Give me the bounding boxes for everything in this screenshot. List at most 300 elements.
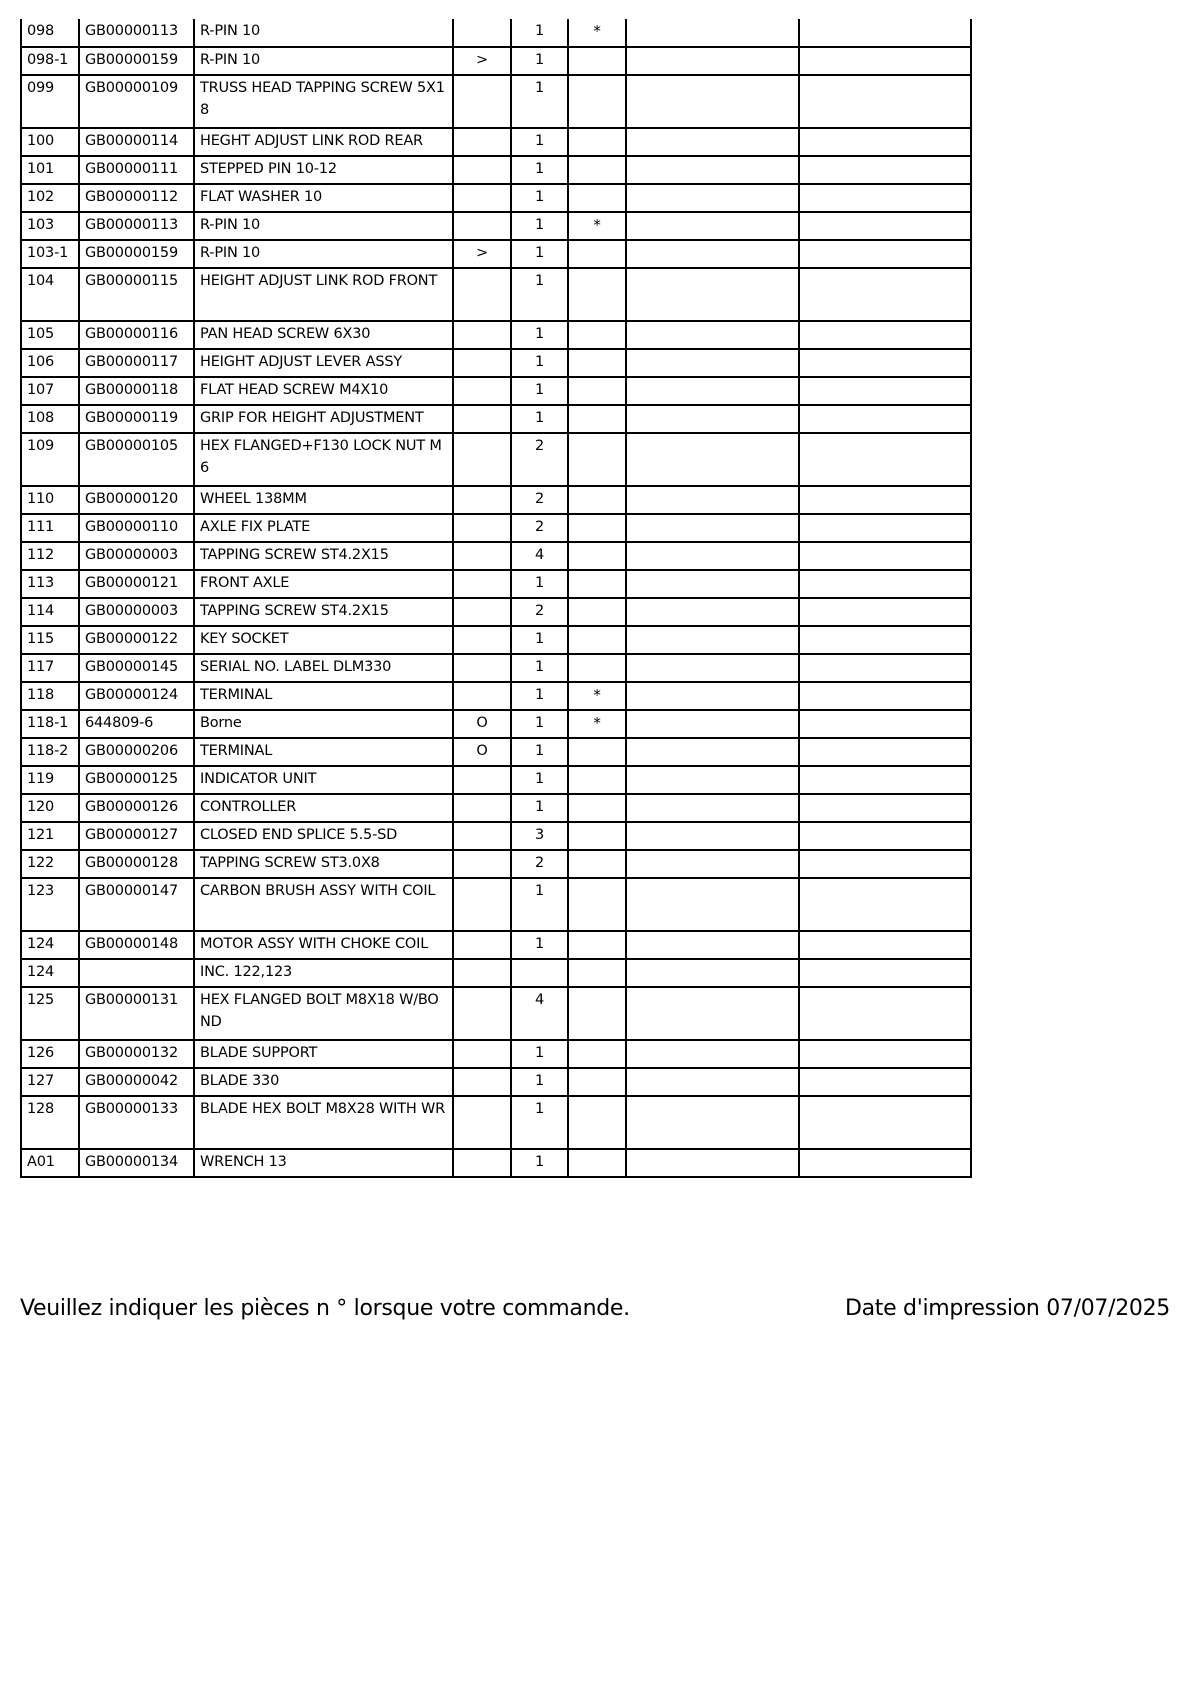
part-code-cell: GB00000113	[79, 19, 194, 47]
part-mark-cell	[568, 47, 626, 75]
blank-cell	[799, 570, 971, 598]
part-description-cell: TERMINAL	[194, 682, 453, 710]
table-row	[21, 931, 971, 959]
blank-cell	[626, 654, 799, 682]
part-number-cell: 109	[21, 433, 79, 486]
part-description-cell: AXLE FIX PLATE	[194, 514, 453, 542]
part-description-cell: KEY SOCKET	[194, 626, 453, 654]
part-quantity-cell: 4	[511, 542, 568, 570]
table-row	[21, 47, 971, 75]
part-mark-cell	[568, 184, 626, 212]
part-number-cell: 118-2	[21, 738, 79, 766]
blank-cell	[626, 598, 799, 626]
part-mark-cell	[568, 738, 626, 766]
part-quantity-cell: 2	[511, 433, 568, 486]
blank-cell	[799, 128, 971, 156]
part-mark-cell	[568, 794, 626, 822]
part-description-cell: HEX FLANGED BOLT M8X18 W/BOND	[194, 987, 453, 1040]
part-description-cell: TAPPING SCREW ST4.2X15	[194, 598, 453, 626]
part-flag-cell	[453, 212, 511, 240]
blank-cell	[799, 1149, 971, 1177]
part-description-cell: FLAT WASHER 10	[194, 184, 453, 212]
part-quantity-cell: 1	[511, 570, 568, 598]
part-flag-cell	[453, 959, 511, 987]
part-code-cell: GB00000117	[79, 349, 194, 377]
table-row	[21, 1096, 971, 1149]
table-row	[21, 710, 971, 738]
blank-cell	[799, 822, 971, 850]
table-row	[21, 212, 971, 240]
blank-cell	[799, 1040, 971, 1068]
part-mark-cell	[568, 128, 626, 156]
part-code-cell: GB00000109	[79, 75, 194, 128]
part-number-cell: 123	[21, 878, 79, 931]
part-quantity-cell: 4	[511, 987, 568, 1040]
blank-cell	[799, 794, 971, 822]
part-flag-cell	[453, 542, 511, 570]
blank-cell	[799, 1068, 971, 1096]
part-code-cell: GB00000121	[79, 570, 194, 598]
table-row	[21, 1149, 971, 1177]
part-mark-cell: *	[568, 19, 626, 47]
blank-cell	[626, 128, 799, 156]
part-number-cell: 118-1	[21, 710, 79, 738]
table-row	[21, 240, 971, 268]
blank-cell	[626, 1149, 799, 1177]
part-description-cell: TRUSS HEAD TAPPING SCREW 5X18	[194, 75, 453, 128]
blank-cell	[626, 349, 799, 377]
footer-order-note: Veuillez indiquer les pièces n ° lorsque votre commande.	[20, 1296, 630, 1321]
blank-cell	[799, 405, 971, 433]
blank-cell	[799, 931, 971, 959]
part-description-cell: BLADE 330	[194, 1068, 453, 1096]
blank-cell	[799, 878, 971, 931]
part-code-cell: GB00000105	[79, 433, 194, 486]
part-description-cell: BLADE SUPPORT	[194, 1040, 453, 1068]
part-mark-cell	[568, 1149, 626, 1177]
table-row	[21, 542, 971, 570]
blank-cell	[799, 959, 971, 987]
blank-cell	[626, 1068, 799, 1096]
blank-cell	[626, 710, 799, 738]
part-quantity-cell: 3	[511, 822, 568, 850]
part-number-cell: 125	[21, 987, 79, 1040]
part-number-cell: 100	[21, 128, 79, 156]
table-row	[21, 405, 971, 433]
part-mark-cell	[568, 626, 626, 654]
blank-cell	[626, 959, 799, 987]
part-description-cell: FLAT HEAD SCREW M4X10	[194, 377, 453, 405]
footer-print-date: Date d'impression 07/07/2025	[844, 1296, 1170, 1321]
part-flag-cell	[453, 850, 511, 878]
part-code-cell: GB00000113	[79, 212, 194, 240]
part-number-cell: 114	[21, 598, 79, 626]
part-number-cell: 122	[21, 850, 79, 878]
part-mark-cell	[568, 1040, 626, 1068]
part-quantity-cell: 1	[511, 1096, 568, 1149]
part-mark-cell	[568, 156, 626, 184]
blank-cell	[799, 654, 971, 682]
part-description-cell: R-PIN 10	[194, 47, 453, 75]
part-quantity-cell: 1	[511, 878, 568, 931]
blank-cell	[626, 822, 799, 850]
part-mark-cell: *	[568, 682, 626, 710]
blank-cell	[626, 405, 799, 433]
table-row	[21, 128, 971, 156]
part-description-cell: PAN HEAD SCREW 6X30	[194, 321, 453, 349]
part-flag-cell	[453, 514, 511, 542]
part-code-cell: GB00000124	[79, 682, 194, 710]
part-flag-cell	[453, 486, 511, 514]
part-flag-cell	[453, 377, 511, 405]
blank-cell	[626, 156, 799, 184]
part-quantity-cell: 1	[511, 75, 568, 128]
part-number-cell: 105	[21, 321, 79, 349]
blank-cell	[626, 47, 799, 75]
blank-cell	[626, 570, 799, 598]
part-quantity-cell: 1	[511, 1040, 568, 1068]
part-number-cell: 111	[21, 514, 79, 542]
blank-cell	[626, 433, 799, 486]
blank-cell	[626, 321, 799, 349]
table-row	[21, 19, 971, 47]
table-row	[21, 766, 971, 794]
part-mark-cell	[568, 654, 626, 682]
part-description-cell: WHEEL 138MM	[194, 486, 453, 514]
part-quantity-cell: 1	[511, 931, 568, 959]
part-mark-cell	[568, 959, 626, 987]
part-quantity-cell: 1	[511, 766, 568, 794]
part-number-cell: 101	[21, 156, 79, 184]
part-number-cell: 110	[21, 486, 79, 514]
part-mark-cell	[568, 1096, 626, 1149]
blank-cell	[626, 794, 799, 822]
part-code-cell: GB00000120	[79, 486, 194, 514]
blank-cell	[799, 268, 971, 321]
part-quantity-cell: 1	[511, 349, 568, 377]
part-flag-cell	[453, 987, 511, 1040]
part-quantity-cell: 1	[511, 268, 568, 321]
part-mark-cell: *	[568, 212, 626, 240]
blank-cell	[626, 377, 799, 405]
part-number-cell: 119	[21, 766, 79, 794]
blank-cell	[626, 1040, 799, 1068]
part-quantity-cell: 1	[511, 1068, 568, 1096]
part-flag-cell	[453, 682, 511, 710]
part-quantity-cell: 1	[511, 682, 568, 710]
part-code-cell: GB00000110	[79, 514, 194, 542]
table-row	[21, 959, 971, 987]
blank-cell	[799, 682, 971, 710]
table-row	[21, 486, 971, 514]
part-code-cell: GB00000128	[79, 850, 194, 878]
blank-cell	[626, 486, 799, 514]
part-number-cell: 117	[21, 654, 79, 682]
part-flag-cell	[453, 156, 511, 184]
part-code-cell: GB00000112	[79, 184, 194, 212]
part-description-cell: CONTROLLER	[194, 794, 453, 822]
part-number-cell: 120	[21, 794, 79, 822]
part-quantity-cell: 1	[511, 794, 568, 822]
part-number-cell: 121	[21, 822, 79, 850]
part-description-cell: GRIP FOR HEIGHT ADJUSTMENT	[194, 405, 453, 433]
part-code-cell: GB00000115	[79, 268, 194, 321]
part-description-cell: SERIAL NO. LABEL DLM330	[194, 654, 453, 682]
table-row	[21, 822, 971, 850]
part-quantity-cell: 1	[511, 19, 568, 47]
part-mark-cell	[568, 598, 626, 626]
blank-cell	[626, 626, 799, 654]
part-quantity-cell: 1	[511, 128, 568, 156]
part-flag-cell	[453, 268, 511, 321]
blank-cell	[799, 598, 971, 626]
part-flag-cell	[453, 878, 511, 931]
blank-cell	[626, 212, 799, 240]
part-number-cell: 103	[21, 212, 79, 240]
blank-cell	[626, 184, 799, 212]
blank-cell	[626, 1096, 799, 1149]
part-mark-cell	[568, 931, 626, 959]
blank-cell	[626, 75, 799, 128]
part-code-cell: GB00000126	[79, 794, 194, 822]
part-flag-cell	[453, 1149, 511, 1177]
part-mark-cell	[568, 987, 626, 1040]
part-code-cell: 644809-6	[79, 710, 194, 738]
part-code-cell: GB00000148	[79, 931, 194, 959]
blank-cell	[799, 184, 971, 212]
part-description-cell: CARBON BRUSH ASSY WITH COIL	[194, 878, 453, 931]
part-flag-cell	[453, 349, 511, 377]
blank-cell	[626, 931, 799, 959]
part-quantity-cell: 1	[511, 626, 568, 654]
part-number-cell: 106	[21, 349, 79, 377]
blank-cell	[799, 514, 971, 542]
part-code-cell: GB00000118	[79, 377, 194, 405]
part-code-cell: GB00000145	[79, 654, 194, 682]
part-quantity-cell: 2	[511, 598, 568, 626]
part-number-cell: 126	[21, 1040, 79, 1068]
table-row	[21, 654, 971, 682]
part-flag-cell	[453, 1068, 511, 1096]
part-number-cell: A01	[21, 1149, 79, 1177]
part-code-cell: GB00000159	[79, 47, 194, 75]
part-number-cell: 103-1	[21, 240, 79, 268]
blank-cell	[799, 240, 971, 268]
blank-cell	[626, 682, 799, 710]
part-number-cell: 099	[21, 75, 79, 128]
part-mark-cell	[568, 405, 626, 433]
blank-cell	[626, 850, 799, 878]
part-flag-cell	[453, 1040, 511, 1068]
part-description-cell: Borne	[194, 710, 453, 738]
blank-cell	[626, 514, 799, 542]
part-mark-cell	[568, 570, 626, 598]
part-flag-cell: O	[453, 738, 511, 766]
part-number-cell: 115	[21, 626, 79, 654]
part-flag-cell	[453, 598, 511, 626]
table-row	[21, 349, 971, 377]
part-quantity-cell: 1	[511, 654, 568, 682]
part-flag-cell	[453, 75, 511, 128]
part-description-cell: INDICATOR UNIT	[194, 766, 453, 794]
part-mark-cell	[568, 349, 626, 377]
part-code-cell: GB00000134	[79, 1149, 194, 1177]
part-number-cell: 128	[21, 1096, 79, 1149]
part-description-cell: HEGHT ADJUST LINK ROD REAR	[194, 128, 453, 156]
table-row	[21, 794, 971, 822]
table-row	[21, 878, 971, 931]
table-row	[21, 570, 971, 598]
part-mark-cell	[568, 268, 626, 321]
blank-cell	[799, 486, 971, 514]
parts-table	[20, 19, 972, 1178]
part-code-cell: GB00000159	[79, 240, 194, 268]
part-description-cell: INC. 122,123	[194, 959, 453, 987]
table-row	[21, 850, 971, 878]
part-flag-cell	[453, 654, 511, 682]
part-description-cell: HEIGHT ADJUST LINK ROD FRONT	[194, 268, 453, 321]
part-mark-cell	[568, 766, 626, 794]
blank-cell	[626, 19, 799, 47]
table-row	[21, 987, 971, 1040]
blank-cell	[799, 321, 971, 349]
part-quantity-cell	[511, 959, 568, 987]
part-description-cell: HEIGHT ADJUST LEVER ASSY	[194, 349, 453, 377]
table-row	[21, 1040, 971, 1068]
part-mark-cell	[568, 822, 626, 850]
part-flag-cell	[453, 1096, 511, 1149]
part-code-cell: GB00000132	[79, 1040, 194, 1068]
part-number-cell: 118	[21, 682, 79, 710]
blank-cell	[799, 987, 971, 1040]
part-code-cell: GB00000114	[79, 128, 194, 156]
table-row	[21, 682, 971, 710]
part-description-cell: TAPPING SCREW ST3.0X8	[194, 850, 453, 878]
part-description-cell: R-PIN 10	[194, 212, 453, 240]
part-number-cell: 108	[21, 405, 79, 433]
part-flag-cell	[453, 822, 511, 850]
part-flag-cell: O	[453, 710, 511, 738]
part-mark-cell	[568, 433, 626, 486]
part-number-cell: 107	[21, 377, 79, 405]
table-row	[21, 75, 971, 128]
part-flag-cell: >	[453, 47, 511, 75]
part-code-cell	[79, 959, 194, 987]
part-description-cell: TERMINAL	[194, 738, 453, 766]
part-number-cell: 127	[21, 1068, 79, 1096]
part-number-cell: 113	[21, 570, 79, 598]
part-flag-cell	[453, 433, 511, 486]
blank-cell	[799, 626, 971, 654]
part-code-cell: GB00000122	[79, 626, 194, 654]
table-row	[21, 184, 971, 212]
part-quantity-cell: 1	[511, 47, 568, 75]
part-mark-cell	[568, 240, 626, 268]
part-flag-cell	[453, 570, 511, 598]
table-row	[21, 514, 971, 542]
part-number-cell: 098	[21, 19, 79, 47]
part-mark-cell	[568, 321, 626, 349]
blank-cell	[799, 766, 971, 794]
part-mark-cell: *	[568, 710, 626, 738]
part-mark-cell	[568, 1068, 626, 1096]
part-mark-cell	[568, 377, 626, 405]
blank-cell	[626, 268, 799, 321]
blank-cell	[626, 878, 799, 931]
part-number-cell: 124	[21, 931, 79, 959]
table-row	[21, 598, 971, 626]
table-row	[21, 377, 971, 405]
part-flag-cell	[453, 128, 511, 156]
part-quantity-cell: 1	[511, 156, 568, 184]
part-quantity-cell: 1	[511, 184, 568, 212]
blank-cell	[799, 75, 971, 128]
part-quantity-cell: 1	[511, 212, 568, 240]
part-number-cell: 112	[21, 542, 79, 570]
blank-cell	[799, 377, 971, 405]
part-code-cell: GB00000119	[79, 405, 194, 433]
table-row	[21, 433, 971, 486]
part-flag-cell	[453, 931, 511, 959]
blank-cell	[799, 738, 971, 766]
blank-cell	[799, 156, 971, 184]
table-row	[21, 626, 971, 654]
part-mark-cell	[568, 486, 626, 514]
part-description-cell: CLOSED END SPLICE 5.5-SD	[194, 822, 453, 850]
part-number-cell: 124	[21, 959, 79, 987]
part-flag-cell	[453, 626, 511, 654]
table-row	[21, 156, 971, 184]
blank-cell	[799, 349, 971, 377]
blank-cell	[799, 19, 971, 47]
part-code-cell: GB00000003	[79, 598, 194, 626]
part-code-cell: GB00000125	[79, 766, 194, 794]
blank-cell	[626, 766, 799, 794]
part-quantity-cell: 2	[511, 850, 568, 878]
part-code-cell: GB00000127	[79, 822, 194, 850]
part-code-cell: GB00000133	[79, 1096, 194, 1149]
blank-cell	[799, 433, 971, 486]
blank-cell	[626, 738, 799, 766]
part-description-cell: BLADE HEX BOLT M8X28 WITH WR	[194, 1096, 453, 1149]
part-code-cell: GB00000206	[79, 738, 194, 766]
blank-cell	[626, 542, 799, 570]
part-flag-cell: >	[453, 240, 511, 268]
part-mark-cell	[568, 542, 626, 570]
part-description-cell: R-PIN 10	[194, 240, 453, 268]
parts-table-body	[21, 19, 971, 1177]
part-quantity-cell: 1	[511, 405, 568, 433]
part-code-cell: GB00000147	[79, 878, 194, 931]
part-description-cell: STEPPED PIN 10-12	[194, 156, 453, 184]
part-quantity-cell: 1	[511, 321, 568, 349]
part-number-cell: 098-1	[21, 47, 79, 75]
blank-cell	[799, 710, 971, 738]
part-code-cell: GB00000111	[79, 156, 194, 184]
part-mark-cell	[568, 75, 626, 128]
table-row	[21, 321, 971, 349]
part-code-cell: GB00000116	[79, 321, 194, 349]
part-code-cell: GB00000042	[79, 1068, 194, 1096]
part-description-cell: HEX FLANGED+F130 LOCK NUT M6	[194, 433, 453, 486]
part-flag-cell	[453, 794, 511, 822]
part-quantity-cell: 1	[511, 710, 568, 738]
part-description-cell: WRENCH 13	[194, 1149, 453, 1177]
part-code-cell: GB00000131	[79, 987, 194, 1040]
part-code-cell: GB00000003	[79, 542, 194, 570]
blank-cell	[626, 987, 799, 1040]
part-mark-cell	[568, 850, 626, 878]
